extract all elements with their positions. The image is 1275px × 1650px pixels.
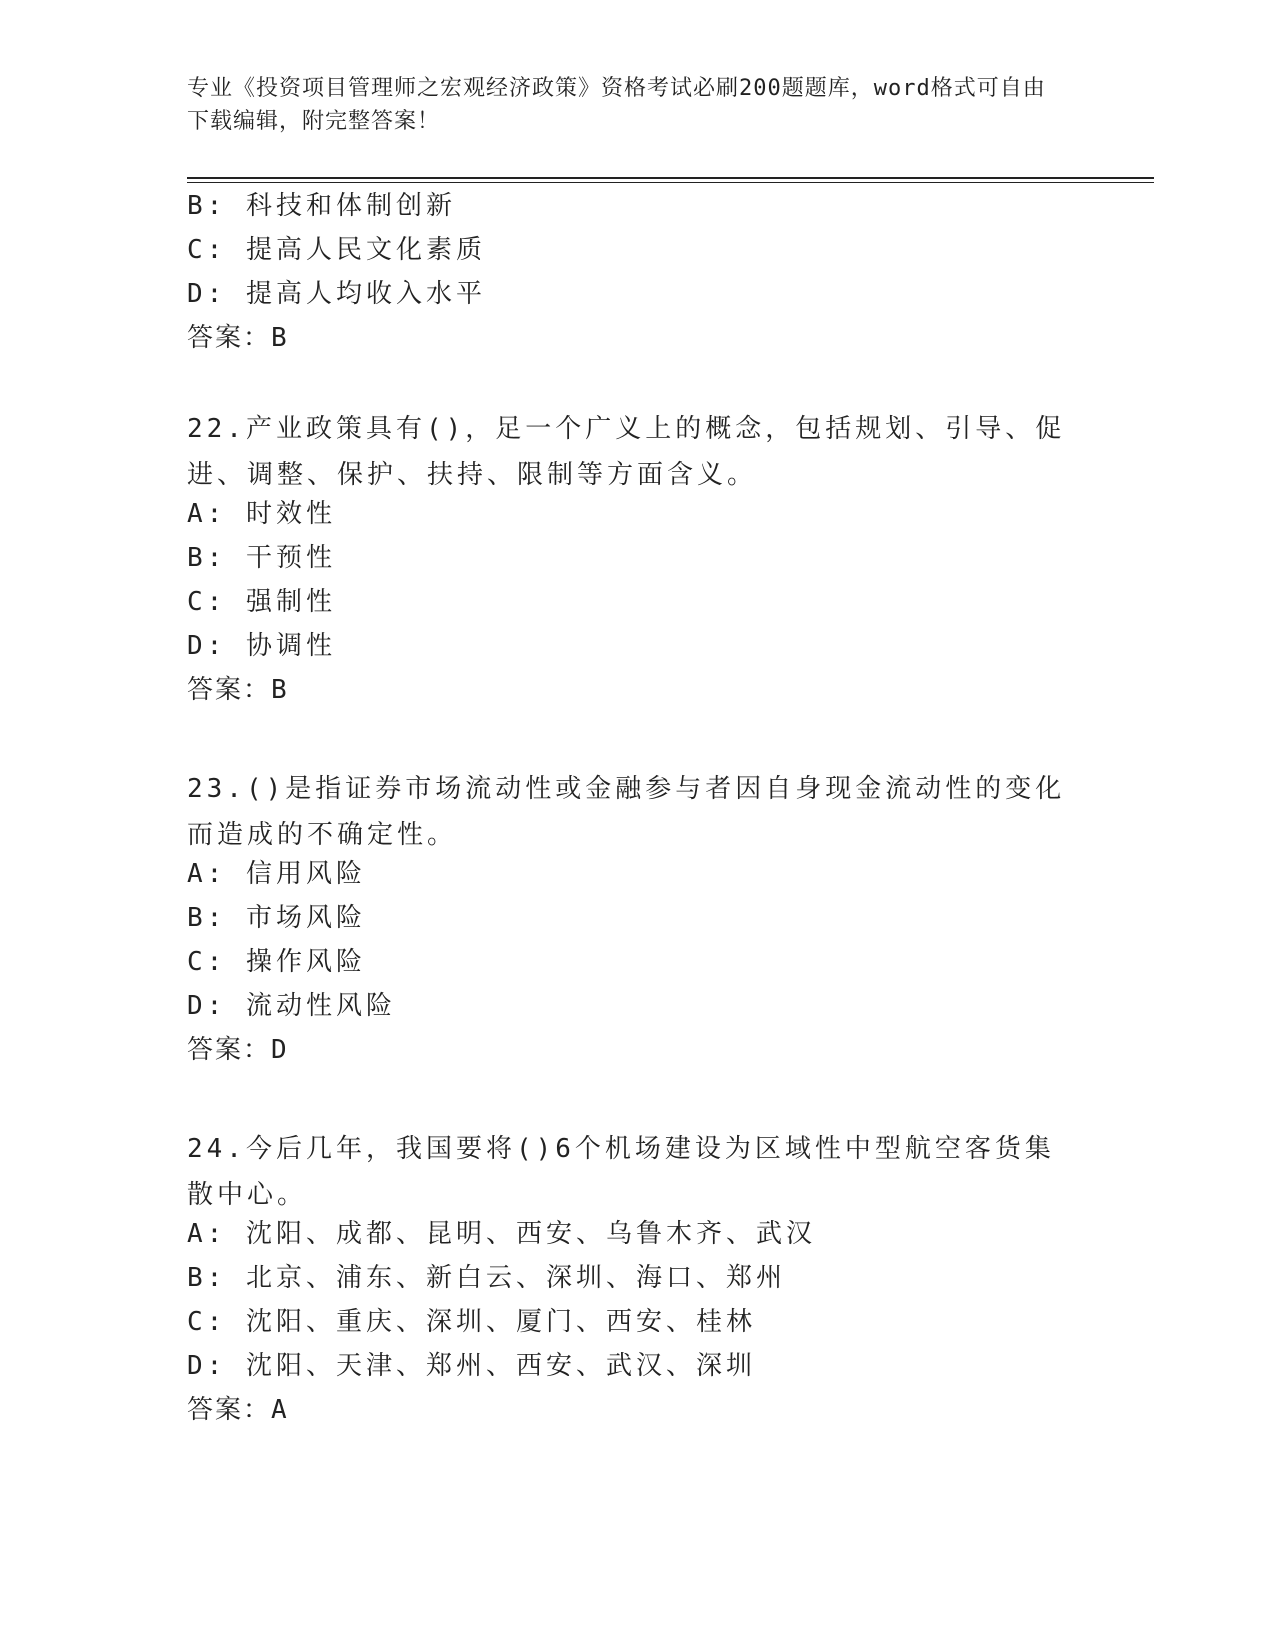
q22-stem: 22.产业政策具有()，足一个广义上的概念，包括规划、引导、促进、调整、保护、扶持、限制等方面含义。 bbox=[187, 414, 1066, 490]
option-label: D: bbox=[187, 631, 227, 661]
q22-option-c bbox=[187, 582, 336, 622]
answer-label: 答案： bbox=[187, 1035, 272, 1065]
q21-answer bbox=[187, 318, 289, 358]
option-label: B: bbox=[187, 191, 227, 221]
q24-option-d bbox=[187, 1346, 756, 1386]
answer-value: B bbox=[271, 323, 289, 353]
header-divider-thin bbox=[187, 182, 1154, 183]
option-text: 提高人民文化素质 bbox=[245, 235, 486, 265]
option-label: A: bbox=[187, 499, 227, 529]
option-text: 沈阳、成都、昆明、西安、乌鲁木齐、武汉 bbox=[245, 1219, 816, 1249]
option-label: D: bbox=[187, 991, 227, 1021]
option-label: A: bbox=[187, 859, 227, 889]
option-label: C: bbox=[187, 587, 227, 617]
answer-label: 答案： bbox=[187, 675, 272, 705]
q22-option-a bbox=[187, 494, 336, 534]
option-text: 协调性 bbox=[245, 631, 336, 661]
option-text: 干预性 bbox=[245, 543, 336, 573]
q21-option-c bbox=[187, 230, 486, 270]
option-text: 科技和体制创新 bbox=[245, 191, 456, 221]
answer-value: D bbox=[271, 1035, 289, 1065]
q23-option-b bbox=[187, 898, 366, 938]
option-text: 沈阳、天津、郑州、西安、武汉、深圳 bbox=[245, 1351, 756, 1381]
q23-answer bbox=[187, 1030, 289, 1070]
q22-option-d bbox=[187, 626, 336, 666]
option-label: B: bbox=[187, 1263, 227, 1293]
option-label: D: bbox=[187, 1351, 227, 1381]
option-text: 信用风险 bbox=[245, 859, 366, 889]
option-text: 提高人均收入水平 bbox=[245, 279, 486, 309]
q21-option-b bbox=[187, 186, 456, 226]
option-text: 北京、浦东、新白云、深圳、海口、郑州 bbox=[245, 1263, 786, 1293]
option-text: 时效性 bbox=[245, 499, 336, 529]
q22-option-b bbox=[187, 538, 336, 578]
option-text: 沈阳、重庆、深圳、厦门、西安、桂林 bbox=[245, 1307, 756, 1337]
answer-value: A bbox=[271, 1395, 289, 1425]
q22-answer bbox=[187, 670, 289, 710]
q24-option-a bbox=[187, 1214, 816, 1254]
option-text: 强制性 bbox=[245, 587, 336, 617]
q21-option-d bbox=[187, 274, 486, 314]
q24-option-b bbox=[187, 1258, 786, 1298]
answer-label: 答案： bbox=[187, 1395, 272, 1425]
q24-stem: 24.今后几年，我国要将()6个机场建设为区域性中型航空客货集散中心。 bbox=[187, 1134, 1055, 1210]
q23-stem: 23.()是指证券市场流动性或金融参与者因自身现金流动性的变化而造成的不确定性。 bbox=[187, 774, 1066, 850]
option-label: D: bbox=[187, 279, 227, 309]
option-text: 操作风险 bbox=[245, 947, 366, 977]
option-label: B: bbox=[187, 543, 227, 573]
option-text: 市场风险 bbox=[245, 903, 366, 933]
document-header: 专业《投资项目管理师之宏观经济政策》资格考试必刷200题题库，word格式可自由下载编辑，附完整答案！ bbox=[187, 76, 1046, 134]
option-label: C: bbox=[187, 1307, 227, 1337]
option-label: B: bbox=[187, 903, 227, 933]
q23-option-c bbox=[187, 942, 366, 982]
option-label: A: bbox=[187, 1219, 227, 1249]
option-label: C: bbox=[187, 235, 227, 265]
q24-answer bbox=[187, 1390, 289, 1430]
option-label: C: bbox=[187, 947, 227, 977]
q23-option-d bbox=[187, 986, 396, 1026]
q24-option-c bbox=[187, 1302, 756, 1342]
header-divider-thick bbox=[187, 177, 1154, 179]
q23-option-a bbox=[187, 854, 366, 894]
answer-label: 答案： bbox=[187, 323, 272, 353]
option-text: 流动性风险 bbox=[245, 991, 396, 1021]
answer-value: B bbox=[271, 675, 289, 705]
